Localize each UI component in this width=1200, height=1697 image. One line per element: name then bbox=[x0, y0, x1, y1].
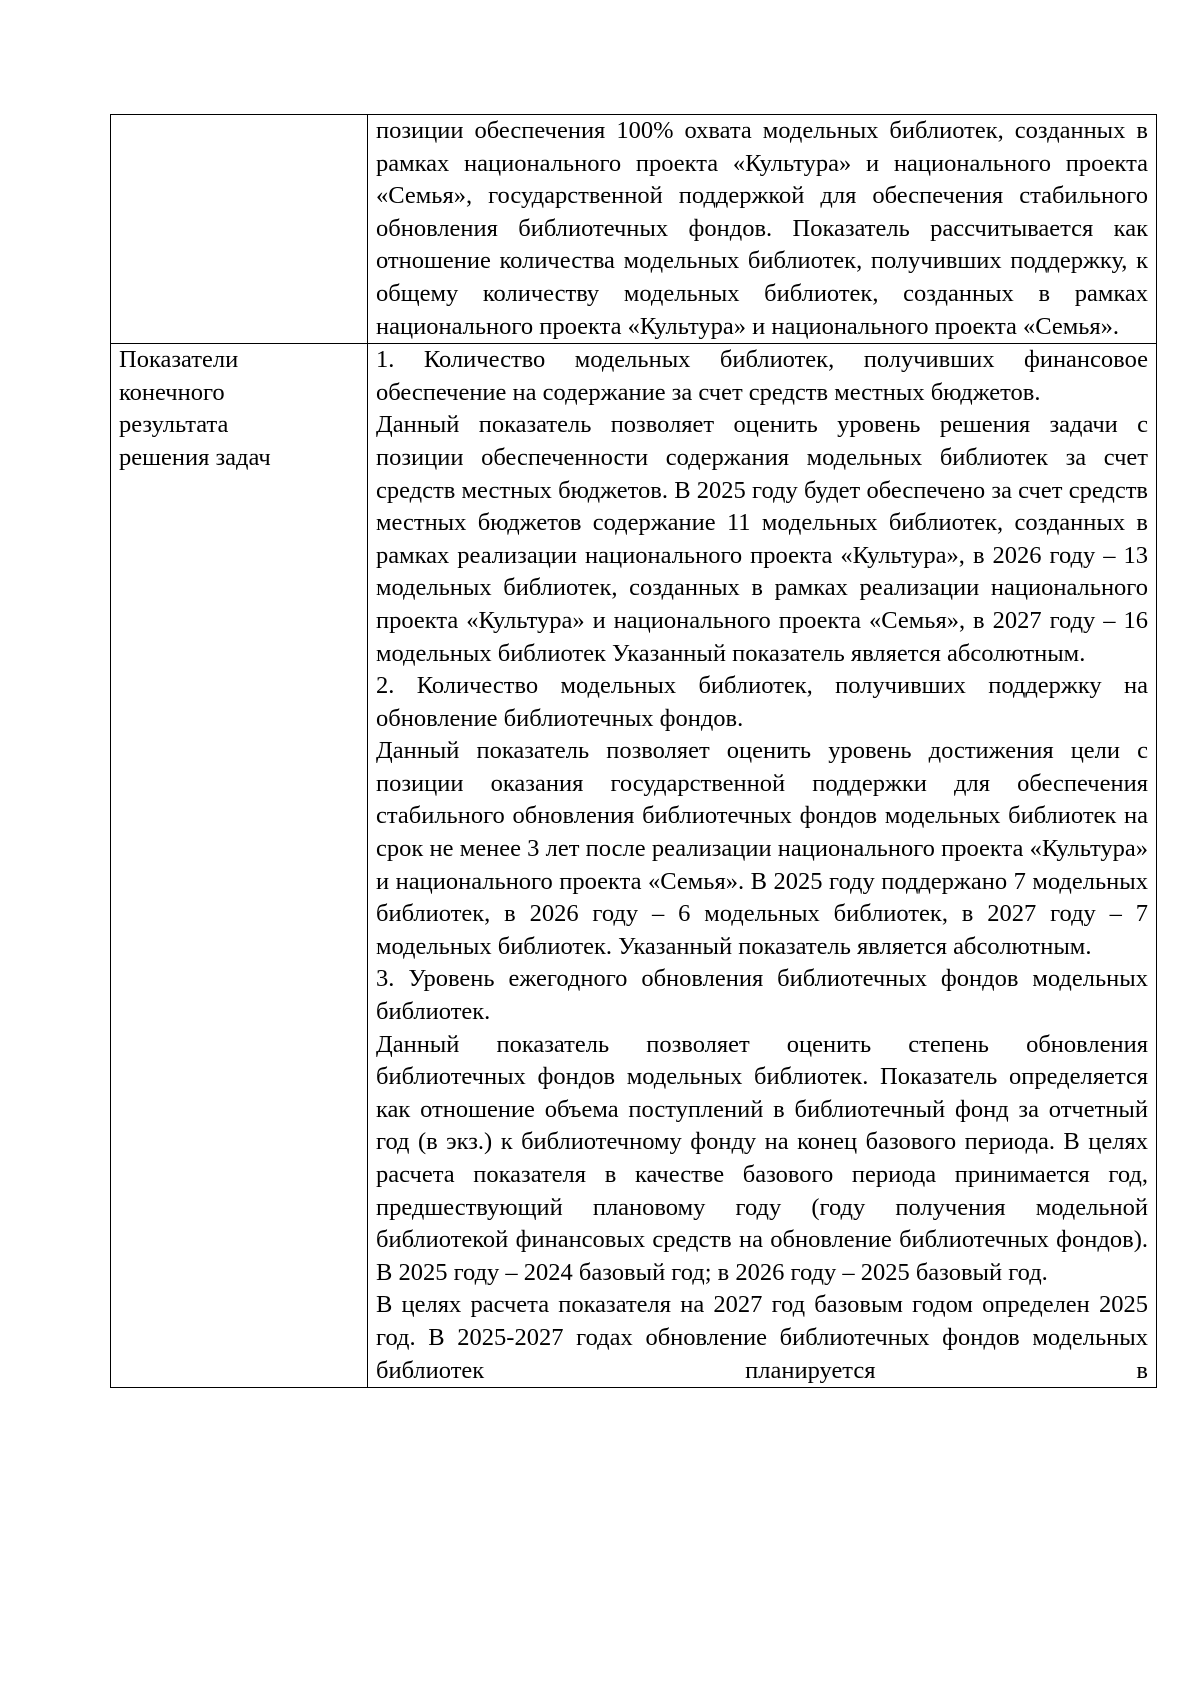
row-label-cell bbox=[111, 115, 368, 344]
label-line: Показатели bbox=[119, 346, 239, 374]
label-line: результата bbox=[119, 411, 229, 439]
indicator-description-1: Данный показатель позволяет оценить уровень решения задачи с позиции обеспеченности содержания модельных библиотек за счет средств местных бюджетов. В 2025 году будет обеспечено за счет средств местных бюджетов содержание 11 модельных библиотек, созданных в рамках реализации национального проекта «Культура», в 2026 году – 13 модельных библиотек, созданных в рамках реализации национального проекта «Культура» и национального проекта «Семья», в 2027 году – 16 модельных библиотек Указанный показатель является абсолютным. bbox=[376, 411, 1148, 667]
row-text-cell bbox=[368, 115, 1157, 344]
row-label-cell bbox=[111, 344, 368, 1388]
indicator-description-3-continued: В целях расчета показателя на 2027 год базовым годом определен 2025 год. В 2025-2027 годах обновление библиотечных фондов модельных библиотек планируется в bbox=[376, 1291, 1148, 1384]
indicator-heading-1: 1. Количество модельных библиотек, получивших финансовое обеспечение на содержание за счет средств местных бюджетов. bbox=[376, 346, 1148, 406]
indicator-description-3: Данный показатель позволяет оценить степень обновления библиотечных фондов модельных библиотек. Показатель определяется как отношение объема поступлений в библиотечный фонд за отчетный год (в экз.) к библиотечному фонду на конец базового периода. В целях расчета показателя в качестве базового периода принимается год, предшествующий плановому году (году получения модельной библиотекой финансовых средств на обновление библиотечных фондов). В 2025 году – 2024 базовый год; в 2026 году – 2025 базовый год. bbox=[376, 1030, 1148, 1286]
description-paragraph: позиции обеспечения 100% охвата модельных библиотек, созданных в рамках национального проекта «Культура» и национального проекта «Семья», государственной поддержкой для обеспечения стабильного обновления библиотечных фондов. Показатель рассчитывается как отношение количества модельных библиотек, получивших поддержку, к общему количеству модельных библиотек, созданных в рамках национального проекта «Культура» и национального проекта «Семья». bbox=[376, 117, 1148, 340]
row-text-cell bbox=[368, 344, 1157, 1388]
indicator-description-2: Данный показатель позволяет оценить уровень достижения цели с позиции оказания государственной поддержки для обеспечения стабильного обновления библиотечных фондов модельных библиотек на срок не менее 3 лет после реализации национального проекта «Культура» и национального проекта «Семья». В 2025 году поддержано 7 модельных библиотек, в 2026 году – 6 модельных библиотек, в 2027 году – 7 модельных библиотек. Указанный показатель является абсолютным. bbox=[376, 737, 1148, 960]
table-row bbox=[111, 115, 1157, 344]
indicator-heading-2: 2. Количество модельных библиотек, получивших поддержку на обновление библиотечных фондов. bbox=[376, 672, 1148, 732]
label-line: конечного bbox=[119, 378, 225, 406]
table-row bbox=[111, 344, 1157, 1388]
label-line: решения задач bbox=[119, 443, 271, 471]
indicators-table bbox=[110, 114, 1157, 1388]
indicator-heading-3: 3. Уровень ежегодного обновления библиотечных фондов модельных библиотек. bbox=[376, 965, 1148, 1026]
